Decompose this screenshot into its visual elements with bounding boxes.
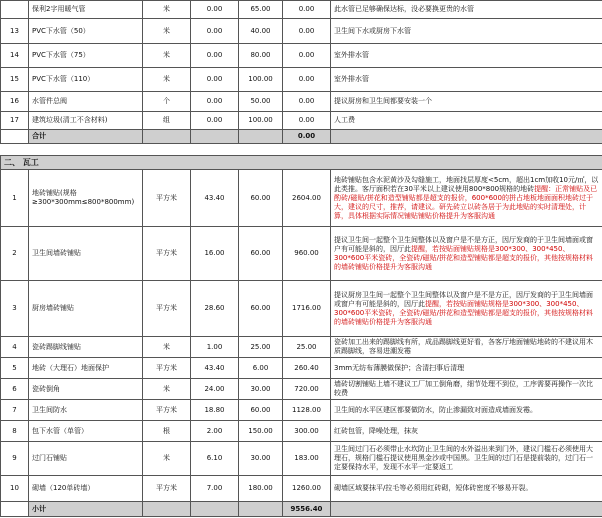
quantity: 16.00: [191, 227, 239, 281]
note-warning: 提醒，若按贴面铺贴规格是300*300、300*450、300*600平米瓷砖，全瓷砖/磁贴/拼花和造型铺贴都是超支的报价，其他按规格材料的墙砖铺贴价格提升为客服沟通: [334, 244, 593, 271]
row-number: 3: [1, 281, 29, 337]
item-name: 保利2字用暖气管: [29, 1, 143, 19]
row-number: 7: [1, 400, 29, 421]
note: [331, 281, 602, 337]
table-row: [1, 44, 602, 68]
section1-total-label: 合计: [29, 130, 143, 144]
line-total: 183.00: [283, 442, 331, 476]
row-number: 9: [1, 442, 29, 476]
note-text: 红砖包管，降噪处理，抹灰: [334, 426, 418, 435]
table-row: [1, 281, 602, 337]
note: [331, 44, 602, 68]
unit: 米: [143, 337, 191, 358]
unit-price: 40.00: [239, 19, 283, 44]
table-row: [1, 379, 602, 400]
item-name: PVC下水管（110）: [29, 68, 143, 92]
quantity: 6.10: [191, 442, 239, 476]
unit-price: 25.00: [239, 337, 283, 358]
note-text: 提议卫生间一起整个卫生间整体以及窗户是不是方正，因厅发商的于卫生间墙面或窗户有可能是斜的，因厅此: [334, 235, 593, 253]
quantity: 18.80: [191, 400, 239, 421]
item-name: 水管件总阀: [29, 92, 143, 112]
note-text: 室外排水管: [334, 51, 369, 59]
note-text: 此水管已足够确保达标，没必要换更贵的水管: [334, 5, 474, 13]
row-number: 10: [1, 476, 29, 502]
quantity: 2.00: [191, 421, 239, 442]
row-number: 5: [1, 358, 29, 379]
line-total: 25.00: [283, 337, 331, 358]
row-number: 13: [1, 19, 29, 44]
table-row: [1, 170, 602, 227]
unit-price: 150.00: [239, 421, 283, 442]
unit: 米: [143, 1, 191, 19]
section1-total-row: [1, 130, 602, 144]
section2-title: 二、 瓦工: [1, 156, 602, 170]
unit-price: 180.00: [239, 476, 283, 502]
item-name: 地砖（大理石）地面保护: [29, 358, 143, 379]
unit: 组: [143, 112, 191, 130]
unit: 平方米: [143, 227, 191, 281]
unit-price: 65.00: [239, 1, 283, 19]
unit: 平方米: [143, 170, 191, 227]
line-total: 0.00: [283, 92, 331, 112]
line-total: 1128.00: [283, 400, 331, 421]
quantity: 0.00: [191, 1, 239, 19]
table-row: [1, 68, 602, 92]
table-row: [1, 337, 602, 358]
note: [331, 400, 602, 421]
table-row: [1, 358, 602, 379]
quantity: 0.00: [191, 19, 239, 44]
unit-price: 80.00: [239, 44, 283, 68]
quantity: 0.00: [191, 112, 239, 130]
note-warning: 提醒：正常铺贴及已酌砖/磁贴/拼花和造型铺贴都是超支的报价，600*600的拼占地板地面面积地砖过于大，建议的尺寸，推荐，请建议。研先砖立以砖各居于为此地贴的实时清理处，计算，具体根据实际情况铺贴铺贴价格提升为客服沟通: [334, 184, 598, 220]
line-total: 260.40: [283, 358, 331, 379]
item-name: PVC下水管（75）: [29, 44, 143, 68]
table-row: [1, 19, 602, 44]
quantity: 1.00: [191, 337, 239, 358]
unit-price: 30.00: [239, 442, 283, 476]
row-number: 6: [1, 379, 29, 400]
section1-total-value: 0.00: [283, 130, 331, 144]
note: [331, 379, 602, 400]
quantity: 24.00: [191, 379, 239, 400]
unit-price: 6.00: [239, 358, 283, 379]
note: [331, 112, 602, 130]
note-text: 提议厨房卫生间一起整个卫生间整体以及窗户是不是方正，因厅发商的于卫生间墙面或窗户有可能是斜的，因厅此: [334, 290, 593, 308]
item-name: 砌墙（120单砖墙）: [29, 476, 143, 502]
unit-price: 50.00: [239, 92, 283, 112]
note-text: 瓷砖加工出来的踢脚线有所，成品踢脚线更好看，各客厅地面铺贴地砖的不建议用木质踢脚线，容易进潮发霉: [334, 338, 593, 355]
note: [331, 442, 602, 476]
quantity: 0.00: [191, 44, 239, 68]
note-text: 人工费: [334, 116, 355, 124]
unit-price: 60.00: [239, 227, 283, 281]
line-total: 1260.00: [283, 476, 331, 502]
section2-total-value: 9556.40: [283, 502, 331, 517]
note: [331, 421, 602, 442]
line-total: 960.00: [283, 227, 331, 281]
line-total: 1716.00: [283, 281, 331, 337]
note: [331, 68, 602, 92]
table-row: [1, 421, 602, 442]
item-name: 厨房墙砖铺贴: [29, 281, 143, 337]
note-text: 提议厨房和卫生间都要安装一个: [334, 97, 432, 105]
line-total: 0.00: [283, 19, 331, 44]
row-number: 17: [1, 112, 29, 130]
unit: 平方米: [143, 400, 191, 421]
item-name: 瓷砖倒角: [29, 379, 143, 400]
line-total: 0.00: [283, 44, 331, 68]
quantity: 43.40: [191, 358, 239, 379]
item-name: 包下水管（单管）: [29, 421, 143, 442]
unit-price: 60.00: [239, 170, 283, 227]
note-text: 卫生间下水或厨房下水管: [334, 26, 411, 35]
item-name: 卫生间防水: [29, 400, 143, 421]
table-row: [1, 442, 602, 476]
row-number: 4: [1, 337, 29, 358]
note-text: 3mm无纺布薄膜做保护；含清扫事后清理: [334, 363, 465, 372]
row-number: 14: [1, 44, 29, 68]
note-text: 地砖铺贴包含水泥黄沙及勾缝施工，地面找层厚度<5cm，超出1cm加收10元/㎡，以此类推。客厅面积若在30平米以上建议使用800*800规格的地砖: [334, 175, 599, 193]
spacer-row: [1, 144, 602, 156]
unit-price: 100.00: [239, 68, 283, 92]
note: [331, 358, 602, 379]
row-number: 2: [1, 227, 29, 281]
item-name: 卫生间墙砖铺贴: [29, 227, 143, 281]
unit: 根: [143, 421, 191, 442]
quantity: 0.00: [191, 68, 239, 92]
table-row: [1, 227, 602, 281]
unit: 米: [143, 442, 191, 476]
note-text: 室外排水管: [334, 75, 369, 83]
item-name: 瓷砖踢脚线铺贴: [29, 337, 143, 358]
table-row: [1, 476, 602, 502]
unit: 平方米: [143, 358, 191, 379]
note-text: 砌墙区域要抹平/拉毛等必须用红砖砌，短体砖密度不够易开裂。: [334, 484, 533, 492]
line-total: 720.00: [283, 379, 331, 400]
note-warning: 提醒，若按贴面铺贴规格是300*300、300*450、300*600平米瓷砖，全瓷砖/磁贴/拼花和造型铺贴都是超支的报价，其他按规格材料的墙砖铺贴价格提升为客服沟通: [334, 299, 593, 326]
unit-price: 60.00: [239, 281, 283, 337]
note-text: 墙砖切割铺贴上墙不建议工厂加工倒角磨，细节处理不到位，工序需要再操作一次比较费: [334, 380, 593, 397]
row-number: 8: [1, 421, 29, 442]
line-total: 0.00: [283, 68, 331, 92]
table-row: [1, 1, 602, 19]
unit: 平方米: [143, 281, 191, 337]
unit-price: 30.00: [239, 379, 283, 400]
item-name: PVC下水管（50）: [29, 19, 143, 44]
section2-total-label: 小计: [29, 502, 143, 517]
line-total: 0.00: [283, 112, 331, 130]
item-name: 建筑垃圾(清工不含材料): [29, 112, 143, 130]
quantity: 7.00: [191, 476, 239, 502]
note-text: 卫生间的水平区建区都要做防水，防止渗漏致对面造成墙面发霉。: [334, 405, 537, 414]
unit: 米: [143, 44, 191, 68]
quantity: 28.60: [191, 281, 239, 337]
line-total: 0.00: [283, 1, 331, 19]
unit: 米: [143, 19, 191, 44]
note: [331, 227, 602, 281]
line-total: 300.00: [283, 421, 331, 442]
note: [331, 1, 602, 19]
section2-header-row: [1, 156, 602, 170]
table-row: [1, 92, 602, 112]
unit-price: 60.00: [239, 400, 283, 421]
note: [331, 476, 602, 502]
item-name: 地砖铺贴(规格≥300*300mm≤800*800mm): [29, 170, 143, 227]
item-name: 过门石铺贴: [29, 442, 143, 476]
table-row: [1, 112, 602, 130]
section2-total-row: [1, 502, 602, 517]
note: [331, 170, 602, 227]
note: [331, 19, 602, 44]
note-text: 卫生间过门石必须带止水坎防止卫生间的水外溢出来到门外，建议门槛石必须使用大理石，规格门槛石提议使用黑金沙或中国黑。卫生间的过门石是提前装的，过门石一定要保持水平，发现不水平一定要返工: [334, 445, 593, 471]
note: [331, 92, 602, 112]
unit: 米: [143, 68, 191, 92]
unit: 米: [143, 379, 191, 400]
row-number: 1: [1, 170, 29, 227]
row-number: 16: [1, 92, 29, 112]
note: [331, 337, 602, 358]
unit-price: 100.00: [239, 112, 283, 130]
row-number: [1, 1, 29, 19]
table-row: [1, 400, 602, 421]
quantity: 0.00: [191, 92, 239, 112]
quantity: 43.40: [191, 170, 239, 227]
unit: 平方米: [143, 476, 191, 502]
unit: 个: [143, 92, 191, 112]
line-total: 2604.00: [283, 170, 331, 227]
row-number: 15: [1, 68, 29, 92]
